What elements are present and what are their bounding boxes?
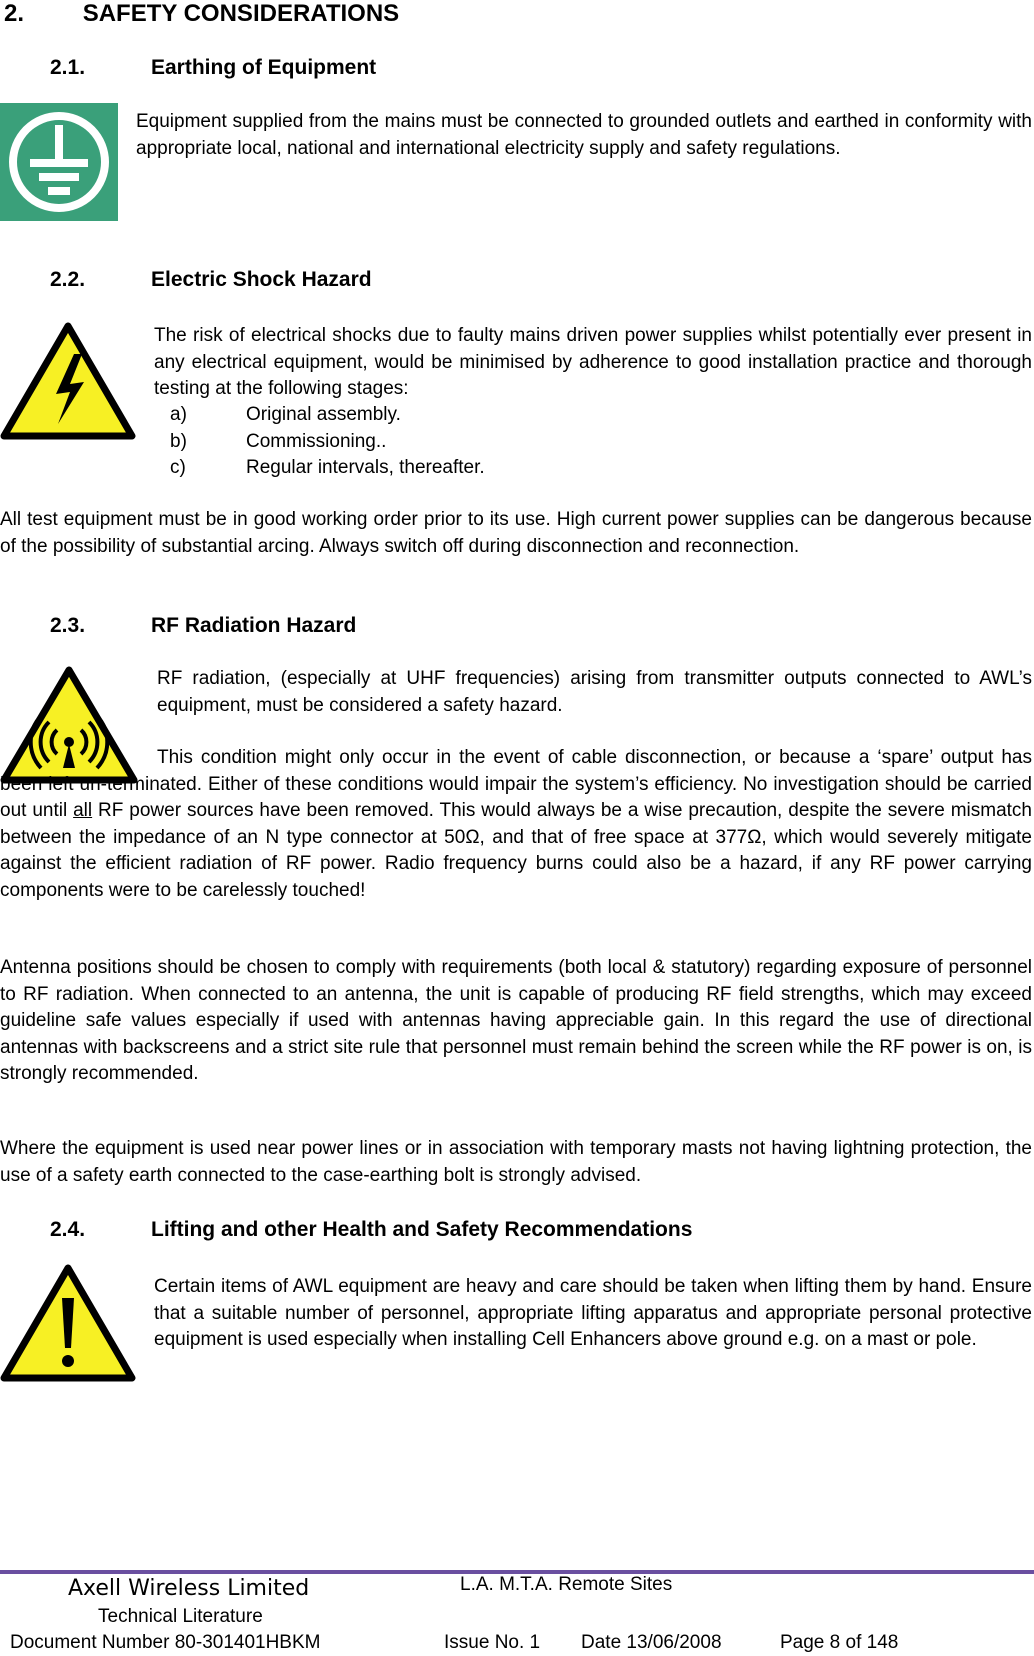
subsection-title: Lifting and other Health and Safety Recommendations bbox=[151, 1218, 693, 1241]
list-item bbox=[170, 402, 770, 429]
list-item-text: Regular intervals, thereafter. bbox=[246, 457, 485, 478]
subsection-heading-2-3 bbox=[50, 614, 357, 638]
subsection-number: 2.1. bbox=[50, 56, 86, 79]
rf-paragraph-2-emphasis: all bbox=[73, 800, 93, 821]
stage-list bbox=[170, 402, 770, 482]
list-item-text: Original assembly. bbox=[246, 404, 401, 425]
rf-paragraph-1: RF radiation, (especially at UHF frequencies) arising from transmitter outputs connected to AWL’s equipment, must be considered a safety hazard. bbox=[157, 668, 1032, 716]
subsection-number: 2.4. bbox=[50, 1218, 86, 1241]
company-name: Axell Wireless Limited bbox=[68, 1576, 310, 1601]
power-lines-paragraph: Where the equipment is used near power lines or in association with temporary masts not having lightning protection, the use of a safety earth connected to the case-earthing bolt is strongly advised. bbox=[0, 1138, 1032, 1186]
section-heading bbox=[4, 0, 399, 28]
list-item-label: c) bbox=[170, 457, 186, 478]
project-name: L.A. M.T.A. Remote Sites bbox=[460, 1574, 673, 1595]
earthing-paragraph: Equipment supplied from the mains must be connected to grounded outlets and earthed in conformity with appropriate local, national and international electricity supply and safety regulations. bbox=[136, 111, 1032, 159]
subsection-title: Earthing of Equipment bbox=[151, 56, 377, 79]
electric-shock-warning-icon bbox=[0, 320, 136, 442]
rf-paragraph-2 bbox=[0, 745, 1032, 904]
section-title: SAFETY CONSIDERATIONS bbox=[82, 0, 400, 27]
department: Technical Literature bbox=[98, 1606, 263, 1627]
issue-date: Date 13/06/2008 bbox=[581, 1632, 722, 1653]
list-item bbox=[170, 455, 770, 482]
page-number: Page 8 of 148 bbox=[780, 1632, 899, 1653]
subsection-heading-2-1 bbox=[50, 56, 377, 80]
subsection-number: 2.2. bbox=[50, 268, 86, 291]
subsection-number: 2.3. bbox=[50, 614, 86, 637]
test-equipment-paragraph: All test equipment must be in good working order prior to its use. High current power supplies can be dangerous because of the possibility of substantial arcing. Always switch off during disconnection and reconnection. bbox=[0, 509, 1032, 557]
list-item bbox=[170, 429, 770, 456]
antenna-positions-paragraph: Antenna positions should be chosen to comply with requirements (both local & statutory) regarding exposure of personnel to RF radiation. When connected to an antenna, the unit is capable of producing RF field strengths, which may exceed guideline safe values especially if used with antennas having appreciable gain. In this regard the use of directional antennas with backscreens and a strict site rule that personnel must remain behind the screen while the RF power is on, is strongly recommended. bbox=[0, 957, 1032, 1084]
rf-paragraph-2-end: RF power sources have been removed. This would always be a wise precaution, despite the severe mismatch between the impedance of an N type connector at 50Ω, and that of free space at 377Ω, which would severely mitigate against the efficient radiation of RF power. Radio frequency burns could also be a hazard, if any RF power carrying components were to be carelessly touched! bbox=[0, 800, 1033, 901]
shock-paragraph: The risk of electrical shocks due to faulty mains driven power supplies whilst potentially ever present in any electrical equipment, would be minimised by adherence to good installation practice and thorough testing at the following stages: bbox=[154, 325, 1032, 399]
subsection-title: RF Radiation Hazard bbox=[151, 614, 357, 637]
list-item-label: a) bbox=[170, 404, 187, 425]
section-number: 2. bbox=[4, 0, 25, 27]
issue-number: Issue No. 1 bbox=[444, 1632, 541, 1653]
list-item-text: Commissioning.. bbox=[246, 430, 387, 452]
subsection-title: Electric Shock Hazard bbox=[151, 268, 372, 291]
earth-ground-icon bbox=[0, 103, 118, 221]
document-number: Document Number 80-301401HBKM bbox=[10, 1632, 321, 1653]
subsection-heading-2-4 bbox=[50, 1218, 693, 1242]
list-item-label: b) bbox=[170, 430, 187, 452]
lifting-paragraph: Certain items of AWL equipment are heavy and care should be taken when lifting them by hand. Ensure that a suitable number of personnel, appropriate lifting apparatus and appropriate personal protective equipment is used especially when installing Cell Enhancers above ground e.g. on a mast or pole. bbox=[154, 1276, 1032, 1350]
rf-paragraph-2-start: This condition might only occur in the event of cable disconnection, or because a ‘spare’ output has been left un-terminated. Either of these conditions would impair the system’s efficiency. No investigation should be carried out until bbox=[0, 747, 1032, 821]
general-warning-icon bbox=[0, 1262, 136, 1384]
subsection-heading-2-2 bbox=[50, 268, 372, 292]
